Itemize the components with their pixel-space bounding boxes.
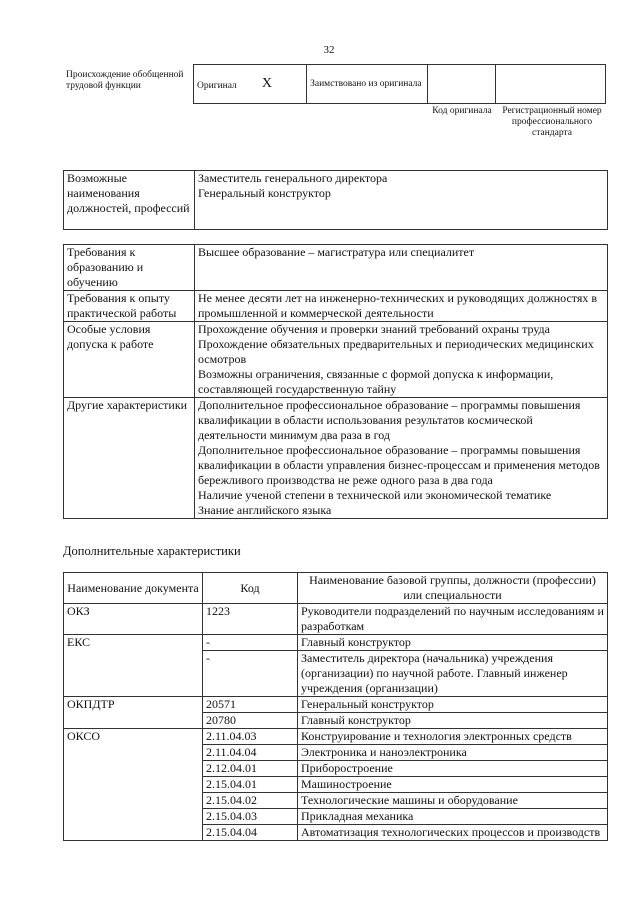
name-cell: Генеральный конструктор [298, 697, 608, 713]
reg-number-cell [495, 65, 605, 104]
name-cell: Технологические машины и оборудование [298, 793, 608, 809]
requirement-line: Не менее десяти лет на инженерно-технических и руководящих должностях в промышленной и коммерческой деятельности [198, 291, 598, 320]
name-cell: Руководители подразделений по научным исследованиям и разработкам [298, 604, 608, 635]
requirement-line: Наличие ученой степени в технической или экономической тематике [198, 488, 552, 502]
doc-cell: ОКЗ [64, 604, 203, 635]
code-cell: 2.15.04.01 [203, 777, 298, 793]
origin-label: Происхождение обобщенной трудовой функции [66, 70, 184, 91]
name-cell: Автоматизация технологических процессов и производств [298, 825, 608, 841]
doc-cell: ОКСО [64, 729, 203, 841]
additional-table [63, 572, 608, 841]
original-code-cell [428, 65, 495, 104]
requirement-value [195, 322, 608, 398]
borrowed-label: Заимствовано из оригинала [307, 65, 428, 104]
code-cell: 1223 [203, 604, 298, 635]
code-cell: 2.12.04.01 [203, 761, 298, 777]
code-cell: 20571 [203, 697, 298, 713]
original-label: Оригинал [197, 81, 237, 91]
requirement-value [195, 398, 608, 519]
header-document: Наименование документа [64, 573, 203, 604]
positions-table [63, 170, 608, 230]
requirement-line: Прохождение обязательных предварительных и периодических медицинских осмотров [198, 337, 594, 366]
origin-table [193, 64, 606, 104]
positions-label: Возможные наименования должностей, профессий [64, 171, 195, 230]
requirement-label: Особые условия допуска к работе [64, 322, 195, 398]
requirement-label: Другие характеристики [64, 398, 195, 519]
code-cell: - [203, 635, 298, 651]
requirement-value [195, 291, 608, 322]
doc-cell: ОКПДТР [64, 697, 203, 729]
original-cell [194, 65, 289, 104]
original-mark: X [261, 76, 272, 91]
name-cell: Приборостроение [298, 761, 608, 777]
requirement-label: Требования к опыту практической работы [64, 291, 195, 322]
original-mark-cell [261, 65, 307, 104]
header-code: Код [203, 573, 298, 604]
requirement-value [195, 245, 608, 291]
requirement-line: Прохождение обучения и проверки знаний требований охраны труда [198, 322, 550, 336]
requirements-table [63, 244, 608, 519]
name-cell: Главный конструктор [298, 635, 608, 651]
name-cell: Прикладная механика [298, 809, 608, 825]
additional-heading: Дополнительные характеристики [63, 544, 241, 558]
name-cell: Машиностроение [298, 777, 608, 793]
page-number: 32 [323, 44, 335, 56]
code-cell: 20780 [203, 713, 298, 729]
name-cell: Электроника и наноэлектроника [298, 745, 608, 761]
name-cell: Конструирование и технология электронных средств [298, 729, 608, 745]
positions-values [195, 171, 608, 230]
position-item: Генеральный конструктор [198, 186, 331, 200]
requirement-line: Знание английского языка [198, 503, 332, 517]
requirement-line: Дополнительное профессиональное образование – программы повышения квалификации в области использования результатов космической деятельности минимум два раза в год [198, 398, 581, 442]
requirement-line: Высшее образование – магистратура или специалитет [198, 245, 475, 259]
code-cell: 2.15.04.02 [203, 793, 298, 809]
doc-cell: ЕКС [64, 635, 203, 697]
code-caption: Код оригинала [432, 106, 492, 116]
requirement-line: Возможны ограничения, связанные с формой допуска к информации, составляющей государственную тайну [198, 367, 554, 396]
code-cell: 2.15.04.04 [203, 825, 298, 841]
name-cell: Заместитель директора (начальника) учреждения (организации) по научной работе. Главный инженер учреждения (организации) [298, 651, 608, 697]
header-name: Наименование базовой группы, должности (профессии) или специальности [298, 573, 608, 604]
code-cell: - [203, 651, 298, 697]
requirement-label: Требования к образованию и обучению [64, 245, 195, 291]
reg-caption: Регистрационный номер профессионального стандарта [502, 106, 602, 138]
code-cell: 2.11.04.04 [203, 745, 298, 761]
requirement-line: Дополнительное профессиональное образование – программы повышения квалификации в области управления бизнес-процессам и применения методов бережливого производства не реже одного раза в два года [198, 443, 600, 487]
name-cell: Главный конструктор [298, 713, 608, 729]
code-cell: 2.15.04.03 [203, 809, 298, 825]
position-item: Заместитель генерального директора [198, 171, 388, 185]
code-cell: 2.11.04.03 [203, 729, 298, 745]
